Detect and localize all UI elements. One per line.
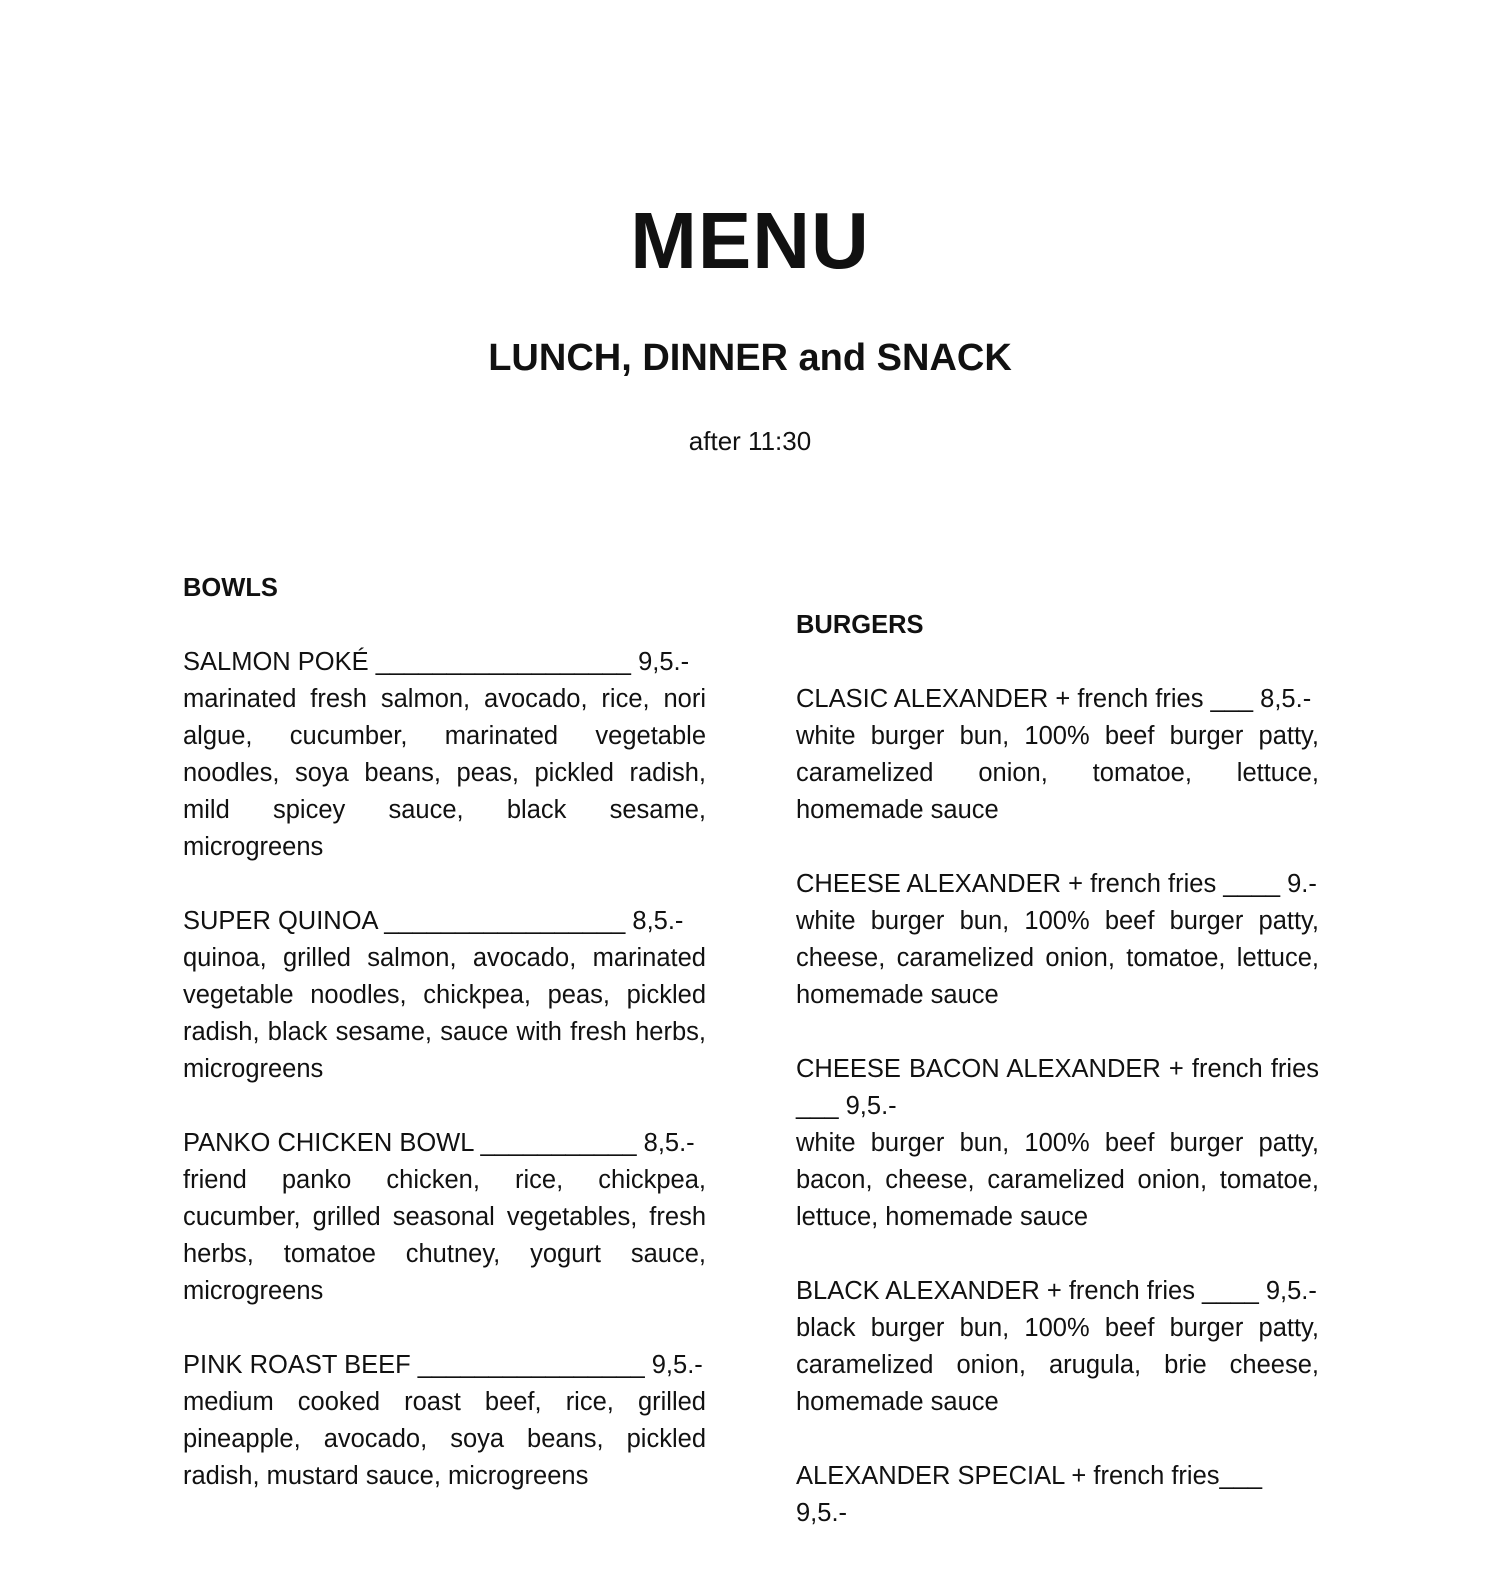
bowls-section	[183, 570, 706, 1532]
menu-item	[183, 903, 706, 1088]
menu-item	[796, 1458, 1319, 1532]
menu-item	[796, 1273, 1319, 1421]
menu-title: MENU	[630, 196, 870, 285]
item-description: white burger bun, 100% beef burger patty, cheese, caramelized onion, tomatoe, lettuce, homemade sauce	[796, 907, 1319, 1009]
item-description: white burger bun, 100% beef burger patty, bacon, cheese, caramelized onion, tomatoe, lettuce, homemade sauce	[796, 1129, 1319, 1231]
item-name-price: BLACK ALEXANDER + french fries ____ 9,5.-	[796, 1277, 1317, 1305]
serving-hours: after 11:30	[688, 426, 812, 456]
item-description: black burger bun, 100% beef burger patty, caramelized onion, arugula, brie cheese, homemade sauce	[796, 1314, 1319, 1416]
menu-subtitle: LUNCH, DINNER and SNACK	[488, 337, 1012, 379]
menu-item	[796, 1051, 1319, 1236]
item-name-price: PINK ROAST BEEF ________________ 9,5.-	[183, 1351, 703, 1379]
menu-item	[183, 1347, 706, 1495]
item-name-price: SUPER QUINOA _________________ 8,5.-	[183, 907, 684, 935]
item-description: marinated fresh salmon, avocado, rice, nori algue, cucumber, marinated vegetable noodles, soya beans, peas, pickled radish, mild spicey sauce, black sesame, microgreens	[183, 685, 706, 861]
burgers-section	[796, 607, 1319, 1569]
section-heading-bowls: BOWLS	[183, 574, 278, 602]
menu-item	[796, 866, 1319, 1014]
item-description: medium cooked roast beef, rice, grilled pineapple, avocado, soya beans, pickled radish, mustard sauce, microgreens	[183, 1388, 706, 1490]
section-heading-burgers: BURGERS	[796, 611, 924, 639]
item-name-price: CLASIC ALEXANDER + french fries ___ 8,5.-	[796, 685, 1312, 713]
item-description: white burger bun, 100% beef burger patty, caramelized onion, tomatoe, lettuce, homemade sauce	[796, 722, 1319, 824]
item-name-price: PANKO CHICKEN BOWL ___________ 8,5.-	[183, 1129, 695, 1157]
menu-item	[183, 1125, 706, 1310]
item-name-price: ALEXANDER SPECIAL + french fries___ 9,5.-	[796, 1462, 1263, 1527]
item-name-price: SALMON POKÉ __________________ 9,5.-	[183, 648, 690, 676]
menu-item	[183, 644, 706, 866]
item-name-price: CHEESE ALEXANDER + french fries ____ 9.-	[796, 870, 1317, 898]
menu-item	[796, 681, 1319, 829]
item-description: quinoa, grilled salmon, avocado, marinated vegetable noodles, chickpea, peas, pickled radish, black sesame, sauce with fresh herbs, microgreens	[183, 944, 706, 1083]
item-name-price: CHEESE BACON ALEXANDER + french fries ___ 9,5.-	[796, 1055, 1319, 1120]
item-description: friend panko chicken, rice, chickpea, cucumber, grilled seasonal vegetables, fresh herbs, tomatoe chutney, yogurt sauce, microgreens	[183, 1166, 706, 1305]
